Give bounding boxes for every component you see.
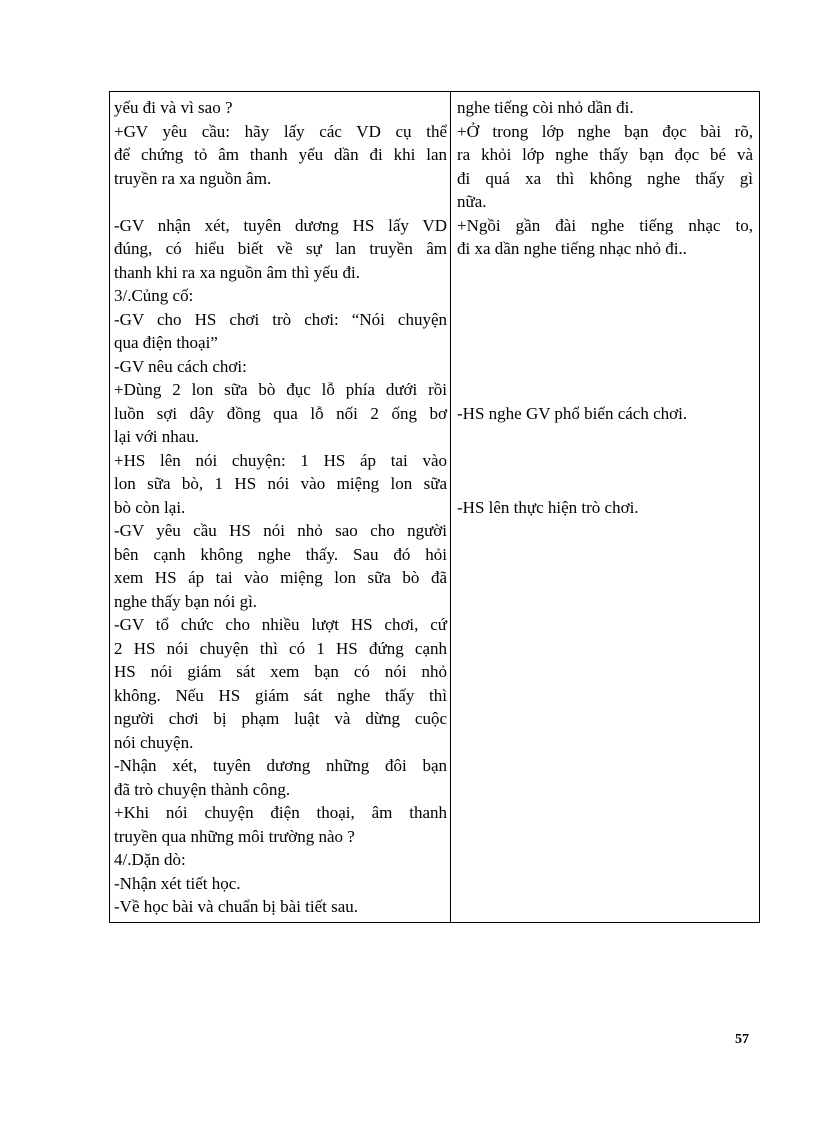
left-column-line: luồn sợi dây đồng qua lỗ nối 2 ống bơ [114, 403, 447, 423]
left-column-line: +GV yêu cầu: hãy lấy các VD cụ thể [114, 121, 447, 141]
right-column-line: đi xa dần nghe tiếng nhạc nhỏ đi.. [457, 239, 687, 258]
left-column-line: +Khi nói chuyện điện thoại, âm thanh [114, 803, 447, 822]
right-column-line: -HS nghe GV phổ biến cách chơi. [457, 403, 688, 423]
left-column-line: lại với nhau. [114, 427, 199, 446]
left-column-line: truyền qua những môi trường nào ? [114, 826, 355, 846]
left-column-line: -GV nêu cách chơi: [114, 356, 247, 376]
left-column-line: +Dùng 2 lon sữa bò đục lỗ phía dưới rồi [114, 380, 447, 399]
left-column-line: -GV nhận xét, tuyên dương HS lấy VD [114, 215, 447, 235]
left-column-line: truyền ra xa nguồn âm. [114, 168, 272, 188]
page-number: 57 [735, 1032, 749, 1047]
right-column-line [457, 284, 753, 308]
right-column-line: nữa. [457, 192, 487, 211]
right-column-line: -HS lên thực hiện trò chơi. [457, 497, 639, 517]
left-column-line: HS nói giám sát xem bạn có nói nhỏ [114, 662, 447, 681]
right-column-line [457, 261, 753, 285]
right-column-line [457, 331, 753, 355]
left-column-line: -GV yêu cầu HS nói nhỏ sao cho người [114, 521, 447, 540]
left-column-line: nói chuyện. [114, 732, 194, 752]
left-column-line: -GV tổ chức cho nhiều lượt HS chơi, cứ [114, 615, 447, 634]
left-column-line: đã trò chuyện thành công. [114, 779, 291, 799]
left-column-line [114, 190, 447, 214]
right-column-line [457, 378, 753, 402]
left-column-line: yếu đi và vì sao ? [114, 98, 233, 117]
left-column-line: 2 HS nói chuyện thì có 1 HS đứng cạnh [114, 638, 447, 658]
left-column-line: thanh khi ra xa nguồn âm thì yếu đi. [114, 262, 360, 282]
left-column-line: để chứng tỏ âm thanh yếu dần đi khi lan [114, 145, 447, 164]
right-column-line [457, 355, 753, 379]
left-column-line: người chơi bị phạm luật và dừng cuộc [114, 709, 447, 728]
right-column-line [457, 308, 753, 332]
left-column-line: 3/.Củng cố: [114, 286, 194, 305]
right-column-line [457, 449, 753, 473]
left-column-line: đúng, có hiểu biết về sự lan truyền âm [114, 239, 447, 258]
right-column-line: +Ngồi gần đài nghe tiếng nhạc to, [457, 215, 753, 235]
column-divider [450, 92, 451, 922]
left-column-line: -Nhận xét, tuyên dương những đôi bạn [114, 756, 447, 775]
left-column-line: bên cạnh không nghe thấy. Sau đó hỏi [114, 544, 447, 564]
right-column-line: +Ở trong lớp nghe bạn đọc bài rõ, [457, 121, 753, 141]
right-column-line: đi quá xa thì không nghe thấy gì [457, 168, 753, 188]
left-column-line: 4/.Dặn dò: [114, 850, 186, 869]
left-column-line: +HS lên nói chuyện: 1 HS áp tai vào [114, 450, 447, 470]
left-column-line: xem HS áp tai vào miệng lon sữa bò đã [114, 568, 447, 587]
lesson-table [109, 91, 760, 923]
left-column-line: qua điện thoại” [114, 333, 218, 352]
left-column-line: lon sữa bò, 1 HS nói vào miệng lon sữa [114, 474, 447, 493]
left-column-line: -GV cho HS chơi trò chơi: “Nói chuyện [114, 309, 447, 329]
right-column-line: ra khỏi lớp nghe thấy bạn đọc bé và [457, 145, 753, 164]
left-column-line: không. Nếu HS giám sát nghe thấy thì [114, 685, 447, 705]
right-column-line: nghe tiếng còi nhỏ dần đi. [457, 98, 634, 117]
left-column-line: -Nhận xét tiết học. [114, 873, 241, 893]
right-column-line [457, 472, 753, 496]
right-column-line [457, 425, 753, 449]
left-column-line: -Về học bài và chuẩn bị bài tiết sau. [114, 897, 359, 916]
left-column-line: bò còn lại. [114, 497, 186, 517]
left-column-line: nghe thấy bạn nói gì. [114, 591, 258, 611]
